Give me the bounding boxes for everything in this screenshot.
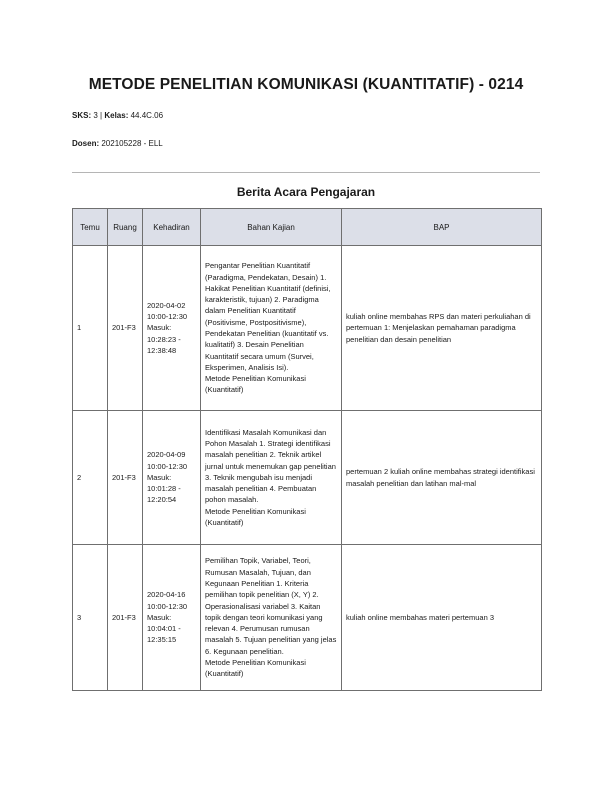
- bap-cell: kuliah online membahas RPS dan materi perkuliahan di pertemuan 1: Menjelaskan pemahaman paradigma penelitian dan desain penelitian: [342, 246, 542, 411]
- kehadiran-cell: 2020-04-09 10:00-12:30 Masuk: 10:01:28 - 12:20:54: [143, 411, 201, 545]
- page-title: METODE PENELITIAN KOMUNIKASI (KUANTITATIF) - 0214: [88, 76, 524, 93]
- kelas-label: Kelas:: [104, 111, 129, 120]
- ruang-cell: 201-F3: [108, 411, 143, 545]
- teaching-report-table: [72, 208, 542, 691]
- table-row: [73, 545, 542, 691]
- bap-cell: pertemuan 2 kuliah online membahas strategi identifikasi masalah penelitian dan latihan mal-mal: [342, 411, 542, 545]
- table-header-row: [73, 209, 542, 246]
- header-temu: Temu: [73, 209, 108, 246]
- header-ruang: Ruang: [108, 209, 143, 246]
- temu-cell: 1: [73, 246, 108, 411]
- header-kehadiran: Kehadiran: [143, 209, 201, 246]
- bahan-kajian-cell: Pengantar Penelitian Kuantitatif (Paradigma, Pendekatan, Desain) 1. Hakikat Penelitian Kuantitatif (definisi, karakteristik, tujuan) 2. Paradigma dalam Penelitian Kuantitatif (Positivisme, Postpositivisme), Pendekatan Penelitian (kuantitatif vs. kualitatif) 3. Desain Penelitian Kuantitatif secara umum (Survei, Eksperimen, Analisis Isi). Metode Penelitian Komunikasi (Kuantitatif): [201, 246, 342, 411]
- sks-value: 3: [93, 111, 98, 120]
- header-bahan-kajian: Bahan Kajian: [201, 209, 342, 246]
- header-bap: BAP: [342, 209, 542, 246]
- table-row: [73, 246, 542, 411]
- dosen-label: Dosen:: [72, 139, 100, 148]
- section-title: Berita Acara Pengajaran: [236, 185, 376, 199]
- temu-cell: 3: [73, 545, 108, 691]
- bahan-kajian-cell: Identifikasi Masalah Komunikasi dan Pohon Masalah 1. Strategi identifikasi masalah penelitian 2. Teknik artikel jurnal untuk menemukan gap penelitian 3. Teknik mengubah isu menjadi masalah penelitian 4. Pembuatan pohon masalah. Metode Penelitian Komunikasi (Kuantitatif): [201, 411, 342, 545]
- dosen-value: 202105228 - ELL: [101, 139, 163, 148]
- bap-cell: kuliah online membahas materi pertemuan 3: [342, 545, 542, 691]
- kehadiran-cell: 2020-04-02 10:00-12:30 Masuk: 10:28:23 - 12:38:48: [143, 246, 201, 411]
- ruang-cell: 201-F3: [108, 545, 143, 691]
- lecturer-meta: [72, 139, 163, 148]
- sks-label: SKS:: [72, 111, 92, 120]
- kehadiran-cell: 2020-04-16 10:00-12:30 Masuk: 10:04:01 - 12:35:15: [143, 545, 201, 691]
- table-row: [73, 411, 542, 545]
- bahan-kajian-cell: Pemilihan Topik, Variabel, Teori, Rumusan Masalah, Tujuan, dan Kegunaan Penelitian 1. Kriteria pemilihan topik penelitian (X, Y) 2. Operasionalisasi variabel 3. Kaitan topik dengan teori komunikasi yang relevan 4. Perumusan rumusan masalah 5. Tujuan penelitian yang jelas 6. Kegunaan penelitian. Metode Penelitian Komunikasi (Kuantitatif): [201, 545, 342, 691]
- temu-cell: 2: [73, 411, 108, 545]
- meta-separator: |: [100, 111, 103, 120]
- kelas-value: 44.4C.06: [130, 111, 164, 120]
- ruang-cell: 201-F3: [108, 246, 143, 411]
- course-meta: [72, 111, 163, 120]
- section-divider: [72, 172, 540, 173]
